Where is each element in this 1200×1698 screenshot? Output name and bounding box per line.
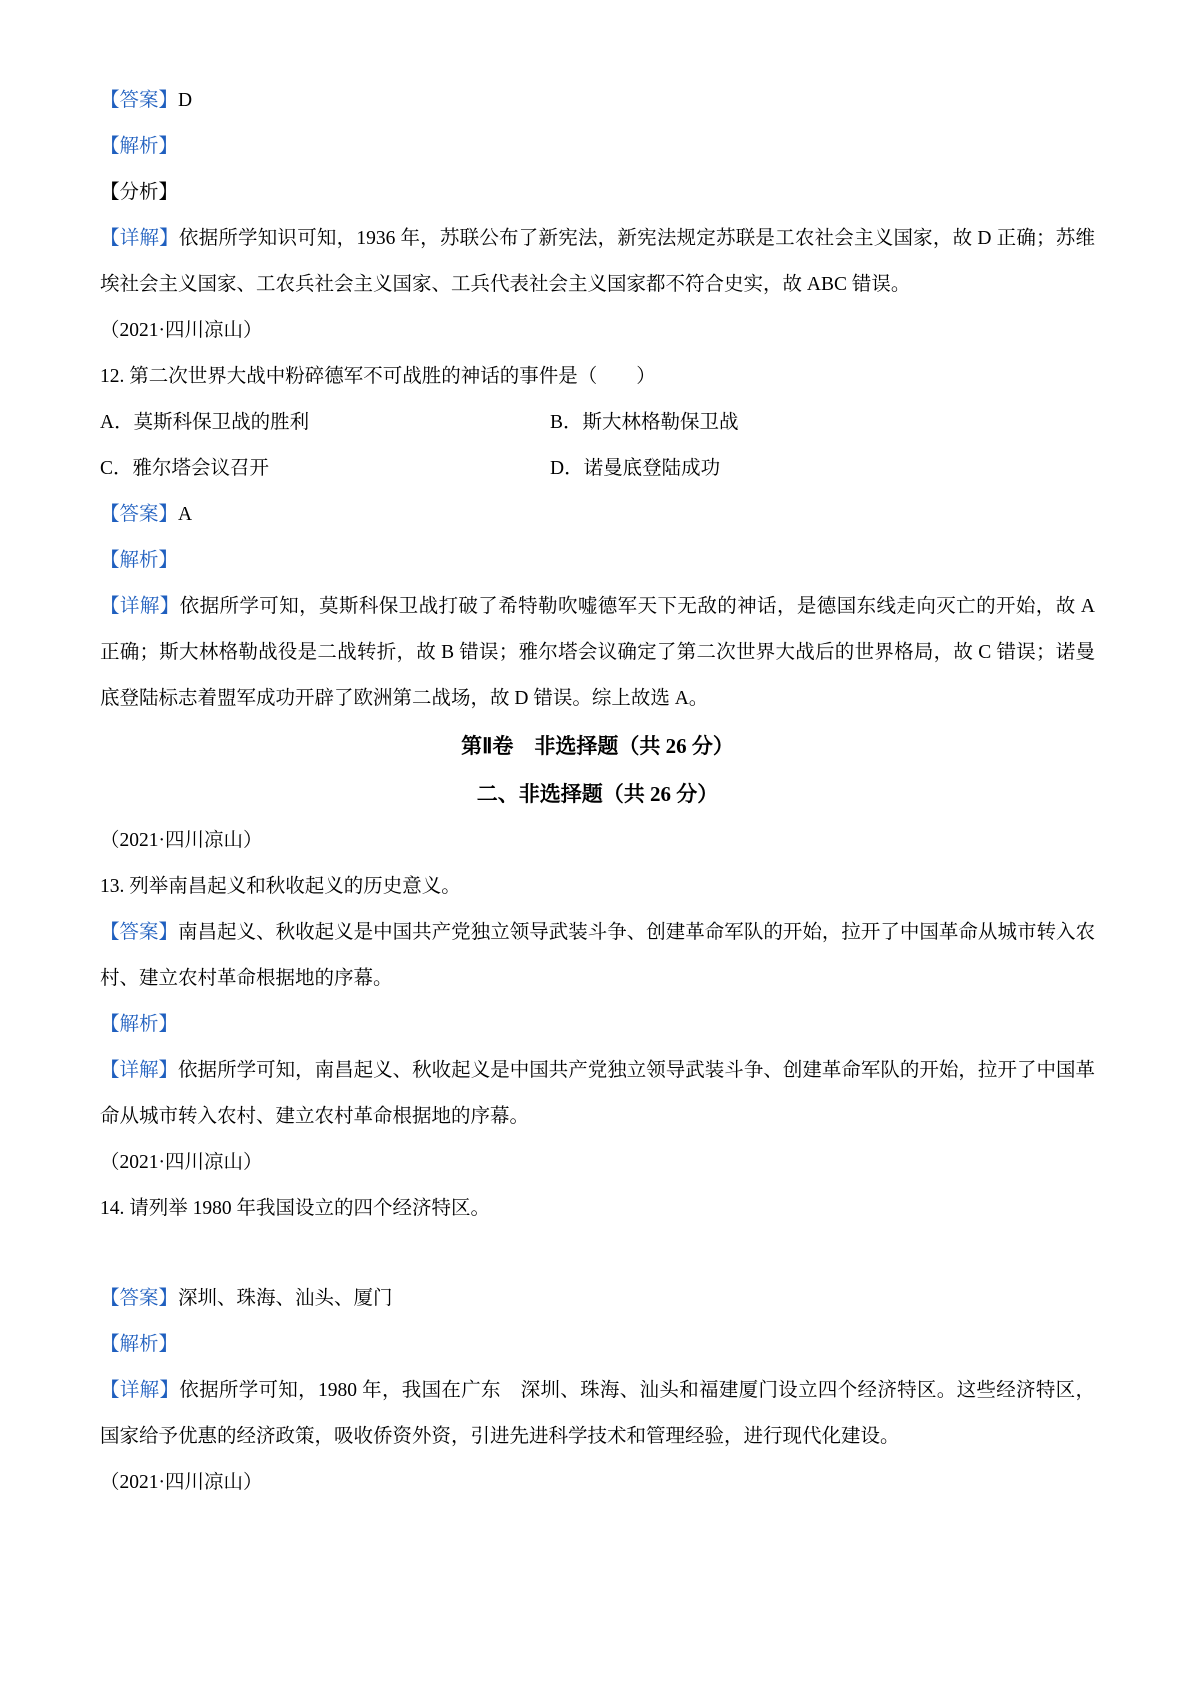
detail-tag: 【详解】 — [100, 596, 180, 617]
analysis-tag-line — [100, 124, 1095, 170]
section-heading-part-2: 二、非选择题（共 26 分） — [476, 782, 719, 806]
source-line: （2021·四川凉山） — [100, 320, 263, 341]
answer-blank-space — [100, 1232, 1095, 1276]
question-14: 14. 请列举 1980 年我国设立的四个经济特区。 — [100, 1198, 491, 1219]
answer-text: A — [178, 504, 193, 525]
detail-tag: 【详解】 — [100, 228, 179, 249]
options-row — [100, 400, 1095, 446]
answer-tag: 【答案】 — [100, 1288, 179, 1309]
option-c[interactable]: C．雅尔塔会议召开 — [100, 458, 270, 479]
answer-line — [100, 78, 1095, 124]
analysis-tag-line — [100, 1322, 1095, 1368]
answer-paragraph — [100, 910, 1095, 1002]
option-d[interactable]: D．诺曼底登陆成功 — [550, 458, 721, 479]
analysis-tag: 【解析】 — [100, 136, 179, 157]
answer-tag: 【答案】 — [100, 504, 179, 525]
analysis-tag: 【解析】 — [100, 1014, 179, 1035]
question-13: 13. 列举南昌起义和秋收起义的历史意义。 — [100, 876, 461, 897]
source-line: （2021·四川凉山） — [100, 830, 263, 851]
answer-text: 南昌起义、秋收起义是中国共产党独立领导武装斗争、创建革命军队的开始，拉开了中国革命从城市转入农村、建立农村革命根据地的序幕。 — [100, 922, 1095, 989]
analysis-tag-line — [100, 538, 1095, 584]
option-b[interactable]: B．斯大林格勒保卫战 — [550, 412, 739, 433]
answer-tag: 【答案】 — [100, 90, 179, 111]
detail-paragraph — [100, 1368, 1095, 1460]
question-12: 12. 第二次世界大战中粉碎德军不可战胜的神话的事件是（ ） — [100, 366, 656, 387]
detail-text: 依据所学可知，1980 年，我国在广东 深圳、珠海、汕头和福建厦门设立四个经济特区。这些经济特区，国家给予优惠的经济政策，吸收侨资外资，引进先进科学技术和管理经验，进行现代化建设。 — [100, 1380, 1095, 1447]
detail-text: 依据所学可知，南昌起义、秋收起义是中国共产党独立领导武装斗争、创建革命军队的开始，拉开了中国革命从城市转入农村、建立农村革命根据地的序幕。 — [100, 1060, 1095, 1127]
detail-paragraph — [100, 1048, 1095, 1140]
options-row — [100, 446, 1095, 492]
source-line: （2021·四川凉山） — [100, 1472, 263, 1493]
detail-paragraph — [100, 216, 1095, 308]
detail-tag: 【详解】 — [100, 1060, 179, 1081]
detail-text: 依据所学可知，莫斯科保卫战打破了希特勒吹嘘德军天下无敌的神话，是德国东线走向灭亡的开始，故 A 正确；斯大林格勒战役是二战转折，故 B 错误；雅尔塔会议确定了第二次世界大战后的世界格局，故 C 错误；诺曼底登陆标志着盟军成功开辟了欧洲第二战场，故 D 错误。综上故选 A。 — [100, 596, 1095, 709]
section-heading-volume-2: 第Ⅱ卷 非选择题（共 26 分） — [461, 734, 734, 758]
detail-tag: 【详解】 — [100, 1380, 180, 1401]
answer-text: D — [178, 90, 193, 111]
detail-text: 依据所学知识可知，1936 年，苏联公布了新宪法，新宪法规定苏联是工农社会主义国家，故 D 正确；苏维埃社会主义国家、工农兵社会主义国家、工兵代表社会主义国家都不符合史实，故 ABC 错误。 — [100, 228, 1095, 295]
analysis-tag: 【解析】 — [100, 550, 179, 571]
answer-text: 深圳、珠海、汕头、厦门 — [178, 1288, 393, 1309]
analysis-tag-line — [100, 1002, 1095, 1048]
analysis-heading: 【分析】 — [100, 182, 179, 203]
answer-line — [100, 1276, 1095, 1322]
answer-line — [100, 492, 1095, 538]
analysis-tag: 【解析】 — [100, 1334, 179, 1355]
answer-tag: 【答案】 — [100, 922, 179, 943]
source-line: （2021·四川凉山） — [100, 1152, 263, 1173]
option-a[interactable]: A．莫斯科保卫战的胜利 — [100, 412, 310, 433]
detail-paragraph — [100, 584, 1095, 722]
